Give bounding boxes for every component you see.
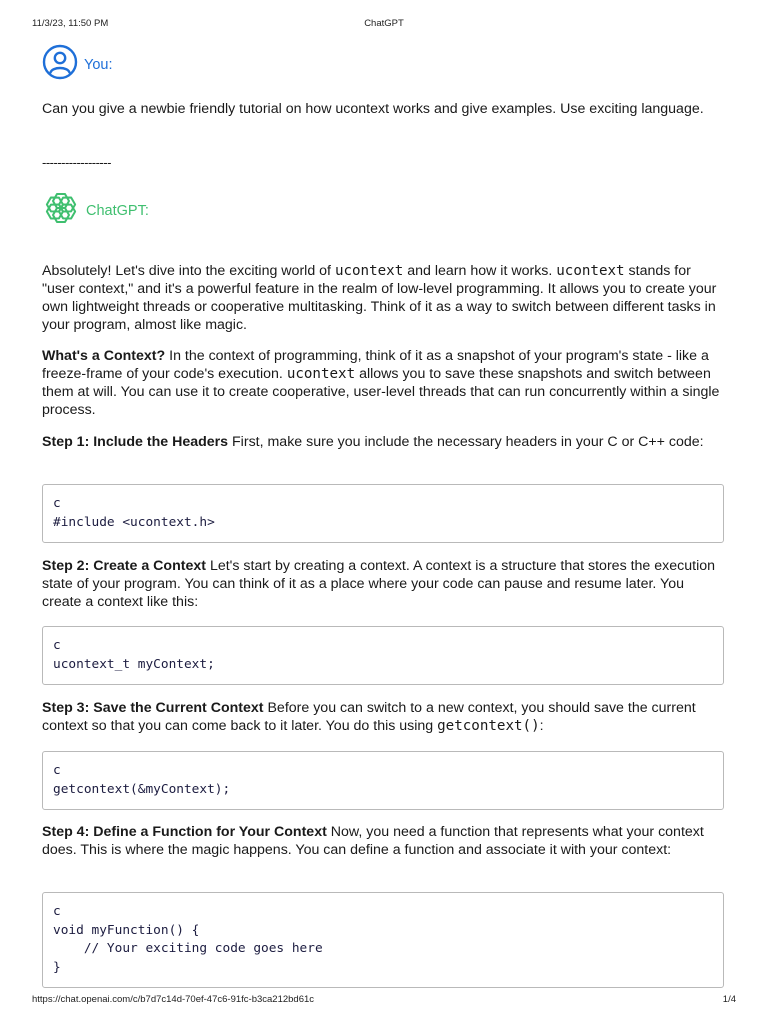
step1-paragraph bbox=[42, 433, 724, 451]
page-url: https://chat.openai.com/c/b7d7c14d-70ef-47c6-91fc-b3ca212bd61c bbox=[32, 994, 315, 1005]
context-paragraph bbox=[42, 347, 724, 419]
code-language-label: c bbox=[53, 638, 61, 653]
context-heading: What's a Context? bbox=[42, 348, 166, 364]
code-language-label: c bbox=[53, 904, 61, 919]
step3-text: Before you can switch to a new context, you should save the current context so that you can come back to it later. You do this using bbox=[42, 700, 696, 734]
step4-heading: Step 4: Define a Function for Your Context bbox=[42, 824, 327, 840]
step2-code-block bbox=[42, 626, 724, 685]
inline-code-getcontext: getcontext() bbox=[437, 718, 540, 734]
step3-code-block bbox=[42, 751, 724, 810]
intro-text-3: stands for "user context," and it's a powerful feature in the realm of low-level programming. It allows you to create your own lightweight threads or cooperative multitasking. Think of it as a way to switch between different tasks in your program, almost like magic. bbox=[42, 263, 717, 333]
step1-text: First, make sure you include the necessary headers in your C or C++ code: bbox=[228, 434, 704, 450]
inline-code-ucontext: ucontext bbox=[334, 263, 404, 279]
user-message: Can you give a newbie friendly tutorial on how ucontext works and give examples. Use exciting language. bbox=[42, 101, 704, 117]
step3-paragraph bbox=[42, 699, 724, 735]
step1-code-block bbox=[42, 484, 724, 543]
step3-tail: : bbox=[539, 718, 544, 734]
assistant-label: ChatGPT: bbox=[86, 202, 149, 219]
step4-text: Now, you need a function that represents what your context does. This is where the magic happens. You can define a function and associate it with your context: bbox=[42, 824, 704, 858]
inline-code-ucontext: ucontext bbox=[556, 263, 625, 279]
step4-code-block bbox=[42, 892, 724, 988]
code-language-label: c bbox=[53, 496, 61, 511]
code-language-label: c bbox=[53, 763, 61, 778]
code-content: void myFunction() { // Your exciting code goes here } bbox=[53, 922, 323, 975]
user-speaker bbox=[42, 44, 113, 85]
step2-paragraph bbox=[42, 557, 724, 611]
context-text-2: allows you to save these snapshots and switch between them at will. You can use it to create cooperative, user-level threads that can run concurrently within a single process. bbox=[42, 366, 720, 418]
step2-heading: Step 2: Create a Context bbox=[42, 558, 206, 574]
code-content: ucontext_t myContext; bbox=[53, 656, 215, 672]
step2-text: Let's start by creating a context. A context is a structure that stores the execution state of your program. You can think of it as a place where your code can pause and resume later. You create a context like this: bbox=[42, 558, 715, 610]
print-datetime: 11/3/23, 11:50 PM bbox=[32, 18, 109, 29]
user-label: You: bbox=[84, 56, 113, 73]
page-number: 1/4 bbox=[722, 994, 736, 1005]
intro-text-2: and learn how it works. bbox=[403, 263, 557, 279]
code-content: getcontext(&myContext); bbox=[53, 781, 231, 797]
step4-paragraph bbox=[42, 823, 724, 859]
openai-logo-icon bbox=[42, 188, 80, 233]
context-text-1: In the context of programming, think of it as a snapshot of your program's state - like a freeze-frame of your code's execution. bbox=[42, 348, 709, 382]
assistant-speaker bbox=[42, 188, 149, 233]
user-circle-icon bbox=[42, 44, 78, 85]
separator: ------------------ bbox=[42, 155, 111, 170]
print-title: ChatGPT bbox=[364, 18, 404, 29]
intro-paragraph bbox=[42, 262, 724, 334]
step3-heading: Step 3: Save the Current Context bbox=[42, 700, 264, 716]
code-content: #include <ucontext.h> bbox=[53, 514, 215, 530]
step1-heading: Step 1: Include the Headers bbox=[42, 434, 229, 450]
inline-code-ucontext: ucontext bbox=[286, 366, 356, 382]
intro-text-1: Absolutely! Let's dive into the exciting world of bbox=[42, 263, 335, 279]
